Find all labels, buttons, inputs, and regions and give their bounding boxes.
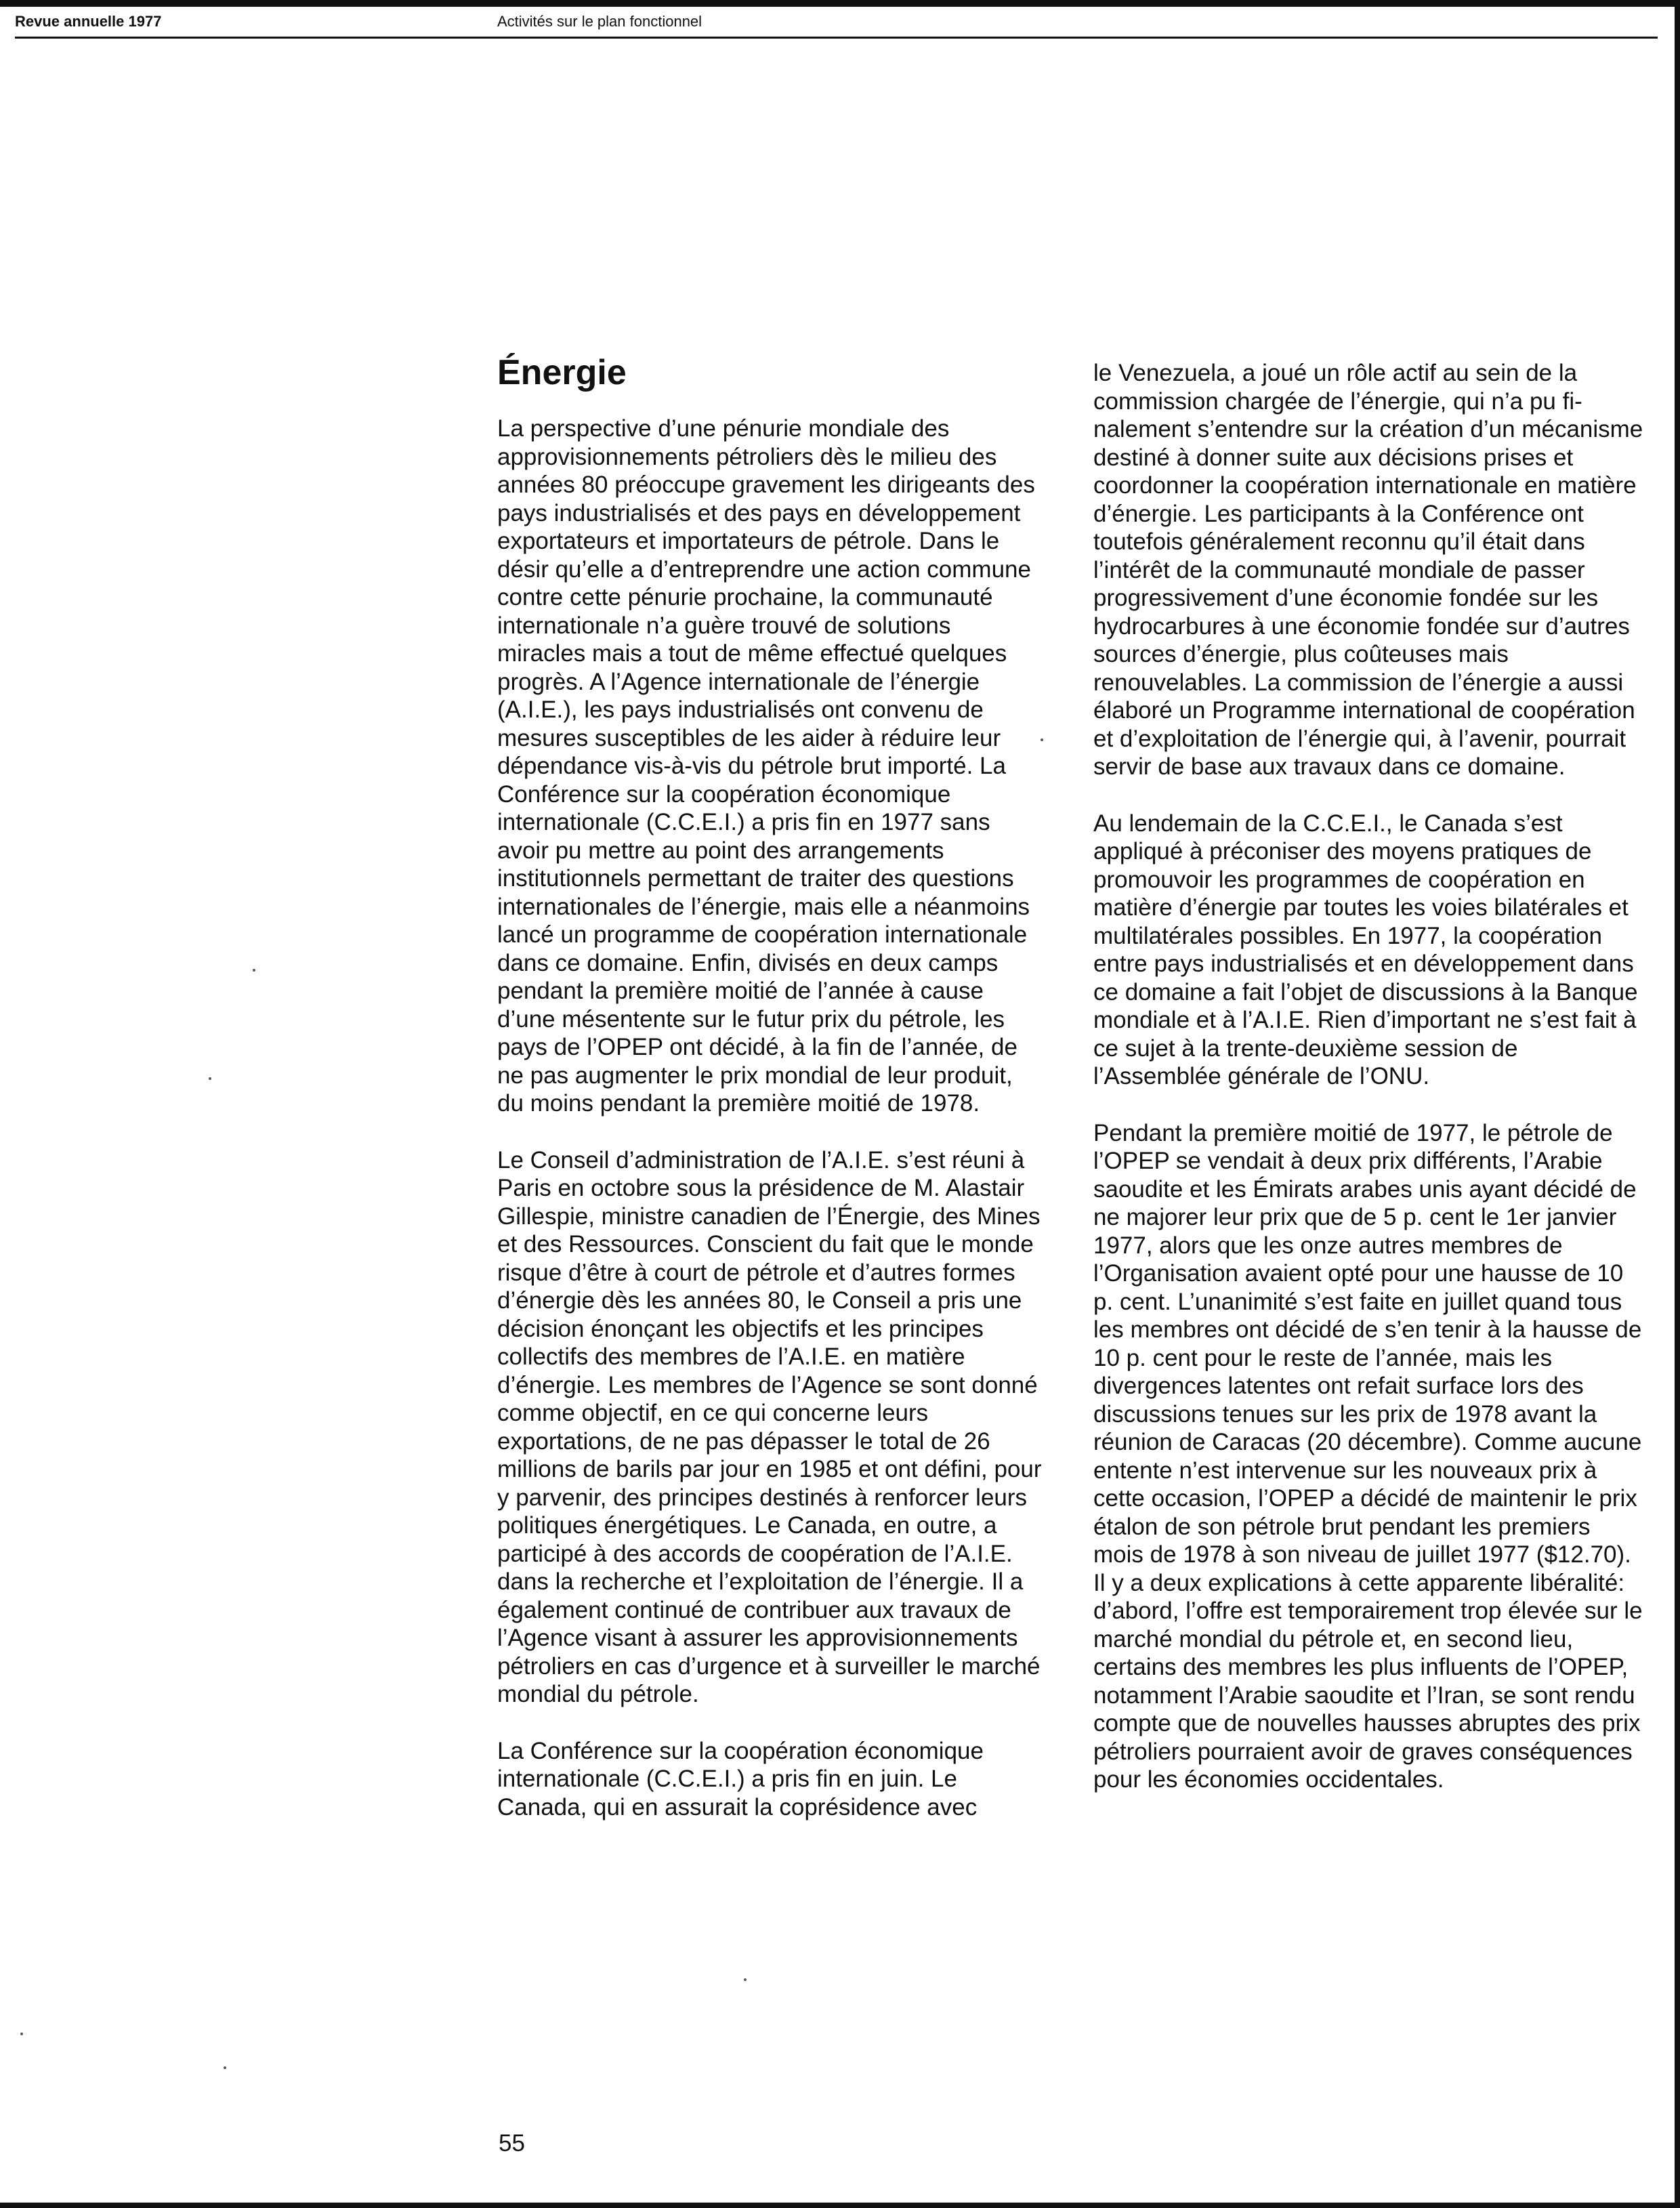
right-text-column [1093,359,1643,1822]
paragraph: La Conférence sur la coopération économique internationale (C.C.E.I.) a pris fin en juin. Le Canada, qui en assurait la coprésidence avec [497,1737,984,1820]
scan-speck [224,2066,226,2069]
paragraph: le Venezuela, a joué un rôle actif au sein de la commission chargée de l’énergie, qui n’a pu finalement s’entendre sur la création d’un mécanisme destiné à donner suite aux décisions prises et coordonner la coopération internationale en matière d’énergie. Les participants à la Conférence ont toutefois généralement reconnu qu’il était dans l’intérêt de la communauté mondiale de passer progressivement d’une économie fondée sur les hydrocarbures à une économie fondée sur d’autres sources d’énergie, plus coûteuses mais renouvelables. La commission de l’énergie a aussi élaboré un Programme international de coopération et d’exploitation de l’énergie qui, à l’avenir, pourrait servir de base aux travaux dans ce domaine. [1093,360,1643,780]
scan-speck [20,2033,23,2035]
paragraph: La perspective d’une pénurie mondiale des approvisionnements pétroliers dès le milieu des années 80 préoccupe gravement les dirigeants des pays industrialisés et des pays en développement exportateurs et importateurs de pétrole. Dans le désir qu’elle a d’entreprendre une action commune contre cette pénurie prochaine, la communauté internationale n’a guère trouvé de solutions miracles mais a tout de même effectué quelques progrès. A l’Agence internationale de l’énergie (A.I.E.), les pays industrialisés ont convenu de mesures susceptibles de les aider à réduire leur dépendance vis-à-vis du pétrole brut importé. La Conférence sur la coopération économique internationale (C.C.E.I.) a pris fin en 1977 sans avoir pu mettre au point des arrangements institutionnels permettant de traiter des questions internationales de l’énergie, mais elle a néanmoins lancé un programme de coopération internationale dans ce domaine. Enfin, divisés en deux camps pendant la première moitié de l’année à cause d’une mésentente sur le futur prix du pétrole, les pays de l’OPEP ont décidé, à la fin de l’année, de ne pas augmenter le prix mondial de leur produit, du moins pendant la première moitié de 1978. [497,415,1035,1117]
page-border-right [1675,0,1680,2208]
paragraph: Au lendemain de la C.C.E.I., le Canada s’est appliqué à préconiser des moyens pratiques de promouvoir les programmes de coopération en matière d’énergie par toutes les voies bilatérales et multilatérales possibles. En 1977, la coopération entre pays industrialisés et en développement dans ce domaine a fait l’objet de discussions à la Banque mondiale et à l’A.I.E. Rien d’important ne s’est fait à ce sujet à la trente-deuxième session de l’Assemblée générale de l’ONU. [1093,810,1638,1089]
left-text-column [497,415,1043,1850]
running-header [15,9,1658,39]
scan-speck [744,1978,747,1981]
header-section-name: Activités sur le plan fonctionnel [497,13,702,30]
paragraph: Pendant la première moitié de 1977, le pétrole de l’OPEP se vendait à deux prix différents, l’Arabie saoudite et les Émirats arabes unis ayant décidé de ne majorer leur prix que de 5 p. cent le 1er janvier 1977, alors que les onze autres membres de l’Organisation avaient opté pour une hausse de 10 p. cent. L’unanimité s’est faite en juillet quand tous les membres ont décidé de s’en tenir à la hausse de 10 p. cent pour le reste de l’année, mais les divergences latentes ont refait surface lors des discussions tenues sur les prix de 1978 avant la réunion de Caracas (20 décembre). Comme aucune entente n’est intervenue sur les nouveaux prix à cette occasion, l’OPEP a décidé de maintenir le prix étalon de son pétrole brut pendant les premiers mois de 1978 à son niveau de juillet 1977 ($12.70). Il y a deux explications à cette apparente libéralité: d’abord, l’offre est temporairement trop élevée sur le marché mondial du pétrole et, en second lieu, certains des membres les plus influents de l’OPEP, notamment l’Arabie saoudite et l’Iran, se sont rendu compte que de nouvelles hausses abruptes des prix pétroliers pourraient avoir de graves conséquences pour les économies occidentales. [1093,1119,1643,1793]
section-title: Énergie [497,353,627,392]
paragraph: Le Conseil d’administration de l’A.I.E. s’est réuni à Paris en octobre sous la présidence de M. Alastair Gillespie, ministre canadien de l’Énergie, des Mines et des Ressources. Conscient du fait que le monde risque d’être à court de pétrole et d’autres formes d’énergie dès les années 80, le Conseil a pris une décision énonçant les objectifs et les principes collectifs des membres de l’A.I.E. en matière d’énergie. Les membres de l’Agence se sont donné comme objectif, en ce qui concerne leurs exportations, de ne pas dépasser le total de 26 millions de barils par jour en 1985 et ont défini, pour y parvenir, des principes destinés à renforcer leurs politiques énergétiques. Le Canada, en outre, a participé à des accords de coopération de l’A.I.E. dans la recherche et l’exploitation de l’énergie. Il a également continué de contribuer aux travaux de l’Agence visant à assurer les approvisionnements pétroliers en cas d’urgence et à surveiller le marché mondial du pétrole. [497,1146,1042,1707]
page-border-top [0,0,1680,7]
page-number: 55 [499,2130,525,2157]
page-border-bottom [0,2203,1680,2208]
scan-speck [253,969,255,972]
scan-speck [1041,738,1043,741]
header-publication-title: Revue annuelle 1977 [15,13,162,30]
scan-speck [209,1077,211,1080]
